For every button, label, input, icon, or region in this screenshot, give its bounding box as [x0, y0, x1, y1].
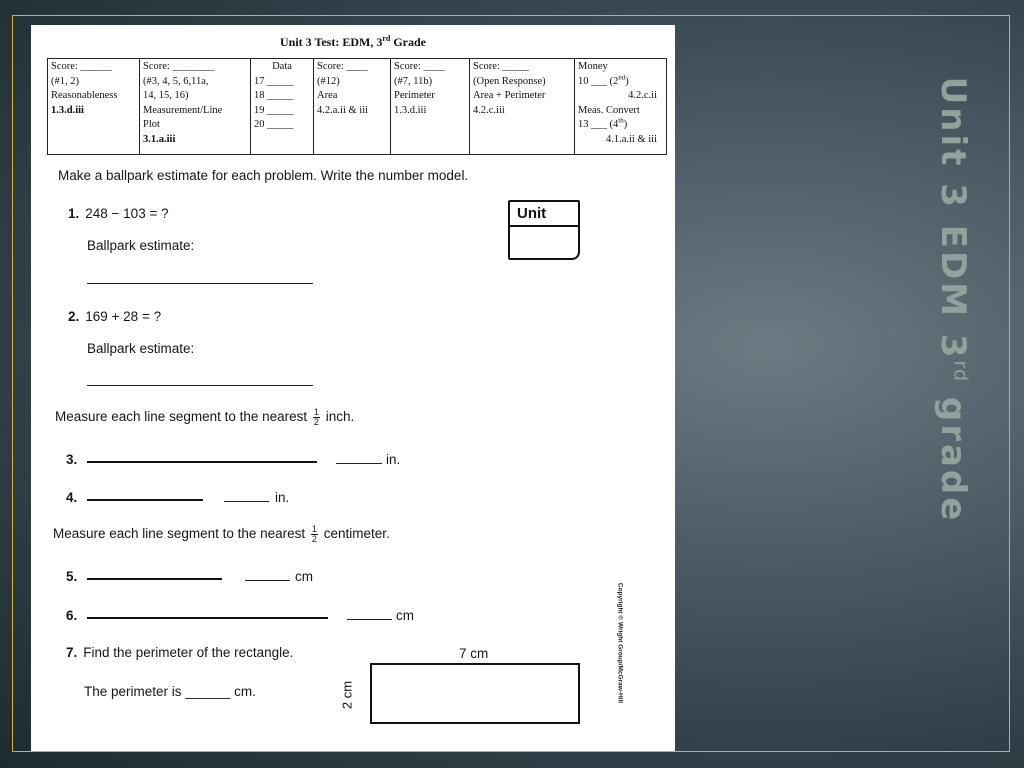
cell-line: 18 _____: [254, 90, 294, 101]
problem-3-unit: in.: [386, 452, 401, 467]
problem-6-segment: [87, 617, 328, 619]
cell-line: 13 ___ (4th): [578, 118, 628, 130]
measure-cm-instruction: Measure each line segment to the nearest $\frac{1}{2}$ centimeter.: [53, 524, 390, 544]
score-cell-money: [575, 59, 667, 155]
problem-1-answer-line[interactable]: [87, 283, 313, 284]
problem-2: 2. 169 + 28 = ?: [68, 309, 162, 324]
unit-box: [508, 200, 580, 260]
problem-6-answer-line[interactable]: [347, 619, 392, 620]
cell-line: 4.2.c.iii: [473, 104, 505, 116]
score-cell-perimeter: [391, 59, 470, 155]
cell-line: Measurement/Line: [143, 104, 223, 116]
ballpark-instruction: Make a ballpark estimate for each problem. Write the number model.: [58, 168, 469, 183]
cell-line: 14, 15, 16): [143, 90, 189, 101]
problem-2-answer-line[interactable]: [87, 385, 313, 386]
problem-3-number: 3.: [66, 452, 78, 467]
measure-inch-instruction: Measure each line segment to the nearest $\frac{1}{2}$ inch.: [55, 407, 355, 427]
problem-4-segment: [87, 499, 203, 501]
cell-line: Score: ____: [317, 61, 368, 72]
slide-title: Unit 3 EDM 3rd grade: [933, 76, 973, 524]
score-table-row: [48, 59, 667, 155]
problem-5-unit: cm: [295, 569, 313, 584]
problem-4-number: 4.: [66, 490, 78, 505]
problem-7: 7. Find the perimeter of the rectangle.: [66, 645, 294, 660]
cell-line: (#3, 4, 5, 6,11a,: [143, 75, 209, 87]
half-fraction: $\frac{1}{2}$: [311, 524, 317, 544]
cell-line: Data: [272, 61, 292, 72]
cell-line: Area + Perimeter: [473, 90, 546, 101]
cell-line: 1.3.d.iii: [51, 104, 84, 116]
cell-line: (#12): [317, 75, 340, 87]
cell-line: 4.1.a.ii & iii: [605, 133, 657, 145]
score-cell-measurement: [140, 59, 251, 155]
cell-line: 17 _____: [254, 75, 294, 87]
cell-line: Score: ________: [143, 61, 215, 72]
worksheet-page: [31, 25, 675, 751]
cell-line: Money: [578, 61, 608, 72]
cell-line: Area: [317, 90, 338, 101]
cell-line: (#1, 2): [51, 75, 79, 87]
problem-2-prompt: Ballpark estimate:: [87, 341, 195, 356]
problem-3-segment: [87, 461, 317, 463]
score-cell-area: [314, 59, 391, 155]
problem-4-unit: in.: [275, 490, 290, 505]
cell-line: Meas. Convert: [578, 104, 640, 116]
cell-line: Reasonableness: [51, 90, 118, 101]
cell-line: 1.3.d.iii: [394, 104, 427, 116]
cell-line: 4.2.c.ii: [628, 90, 657, 101]
problem-6-number: 6.: [66, 608, 78, 623]
cell-line: 19 _____: [254, 104, 294, 116]
rectangle-height-label: 2 cm: [339, 680, 355, 710]
cell-line: 3.1.a.iii: [143, 133, 176, 145]
score-table: [47, 58, 667, 155]
problem-6-unit: cm: [396, 608, 414, 623]
cell-line: 10 ___ (2nd): [578, 74, 629, 87]
cell-line: Plot: [143, 119, 160, 130]
unit-box-label: Unit: [510, 202, 578, 227]
cell-line: Score: ______: [51, 61, 112, 72]
problem-5-answer-line[interactable]: [245, 580, 290, 581]
rectangle-figure: [370, 663, 580, 724]
problem-4-answer-line[interactable]: [224, 501, 269, 502]
problem-1: 1. 248 − 103 = ?: [68, 206, 169, 221]
score-cell-open-response: [470, 59, 575, 155]
cell-line: Perimeter: [394, 90, 435, 101]
copyright-notice: Copyright © Wright Group/McGraw-Hill: [616, 582, 624, 704]
problem-7-answer: The perimeter is ______ cm.: [84, 684, 256, 699]
cell-line: 4.2.a.ii & iii: [317, 104, 369, 116]
score-cell-reasonableness: [48, 59, 140, 155]
half-fraction: $\frac{1}{2}$: [313, 407, 319, 427]
rectangle-width-label: 7 cm: [459, 646, 489, 661]
cell-line: (Open Response): [473, 75, 546, 87]
problem-3-answer-line[interactable]: [336, 463, 382, 464]
problem-5-number: 5.: [66, 569, 78, 584]
page-title: Unit 3 Test: EDM, 3rd Grade: [279, 34, 426, 49]
score-cell-data: [251, 59, 314, 155]
cell-line: Score: ____: [394, 61, 445, 72]
problem-1-prompt: Ballpark estimate:: [87, 238, 195, 253]
cell-line: (#7, 11b): [394, 75, 433, 87]
cell-line: Score: _____: [473, 61, 529, 72]
problem-5-segment: [87, 578, 222, 580]
cell-line: 20 _____: [254, 119, 294, 130]
